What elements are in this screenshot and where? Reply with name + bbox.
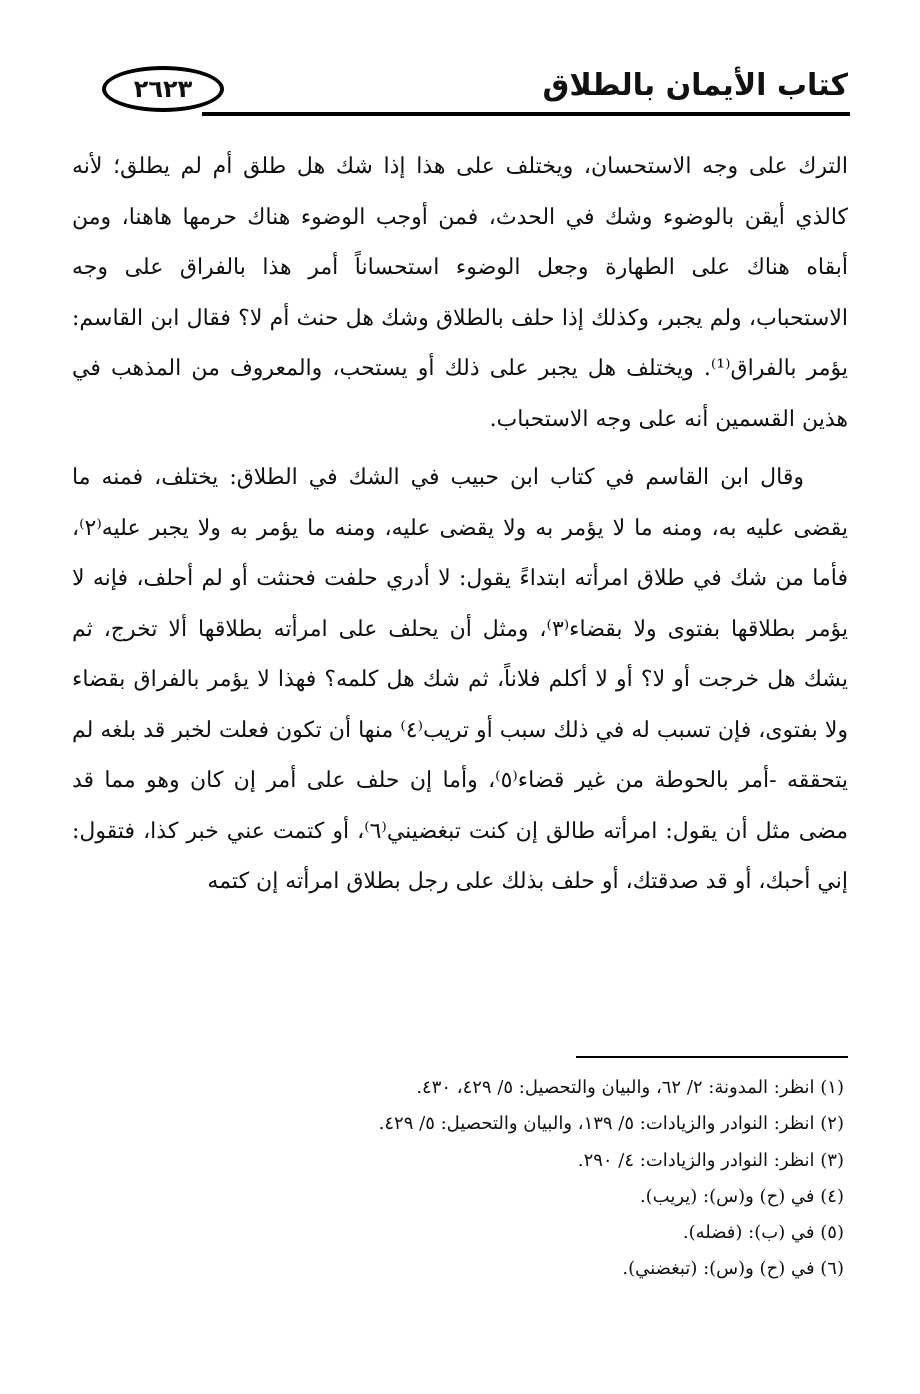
footnote-1: (١) انظر: المدونة: ٢/ ٦٢، والبيان والتحصيل: ٥/ ٤٢٩، ٤٣٠.: [416, 1077, 844, 1098]
paragraph-1: الترك على وجه الاستحسان، ويختلف على هذا إذا شك هل طلق أم لم يطلق؛ لأنه كالذي أيقن بالوضوء وشك في الحدث، فمن أوجب الوضوء هناك حرمها هاهنا، ومن أبقاه هناك على الطهارة وجعل الوضوء استحساناً أمر هذا بالفراق على وجه الاستحباب، ولم يجبر، وكذلك إذا حلف بالطلاق وشك هل حنث أم لا؟ فقال ابن القاسم: يؤمر بالفراق⁽¹⁾. ويختلف هل يجبر على ذلك أو يستحب، والمعروف من المذهب في هذين القسمين أنه على وجه الاستحباب.: [72, 154, 848, 432]
footnote-3: (٣) انظر: النوادر والزيادات: ٤/ ٢٩٠.: [577, 1149, 844, 1171]
footnote-2: (٢) انظر: النوادر والزيادات: ٥/ ١٣٩، والبيان والتحصيل: ٥/ ٤٢٩.: [378, 1113, 844, 1135]
header-rule: [202, 112, 850, 116]
page-number: [102, 66, 224, 112]
footnotes: [284, 1070, 844, 1288]
footnote-separator: [576, 1056, 848, 1058]
footnote-4: (٤) في (ح) و(س): (يريب).: [639, 1185, 844, 1207]
paragraph-2: وقال ابن القاسم في كتاب ابن حبيب في الشك في الطلاق: يختلف، فمنه ما يقضى عليه به، ومنه ما لا يؤمر به ولا يقضى عليه، ومنه ما يؤمر به ولا يجبر عليه⁽٢⁾، فأما من شك في طلاق امرأته ابتداءً يقول: لا أدري حلفت فحنثت أو لم أحلف، فإنه لا يؤمر بطلاقها بفتوى ولا بقضاء⁽٣⁾، ومثل أن يحلف على امرأته بطلاقها ألا تخرج، ثم يشك هل خرجت أو لا؟ أو لا أكلم فلاناً، ثم شك هل كلمه؟ فهذا لا يؤمر بالفراق بقضاء ولا بفتوى، فإن تسبب له في ذلك سبب أو تريب⁽٤⁾ منها أن تكون فعلت لخبر قد بلغه لم يتحققه -أمر بالحوطة من غير قضاء⁽٥⁾، وأما إن حلف على أمر إن كان وهو مما قد مضى مثل أن يقول: امرأته طالق إن كنت تبغضيني⁽٦⁾، أو كتمت عني خبر كذا، فتقول: إني أحبك، أو قد صدقتك، أو حلف بذلك على رجل بطلاق امرأته إن كتمه: [72, 465, 848, 894]
page-header: [98, 62, 850, 122]
footnote-5: (٥) في (ب): (فضله).: [682, 1222, 844, 1244]
footnote-6: (٦) في (ح) و(س): (تبغضني).: [622, 1258, 844, 1280]
page-number-text: ٢٦٢٣: [133, 75, 193, 103]
main-text: [72, 142, 848, 908]
book-title: كتاب الأيمان بالطلاق: [542, 68, 848, 103]
